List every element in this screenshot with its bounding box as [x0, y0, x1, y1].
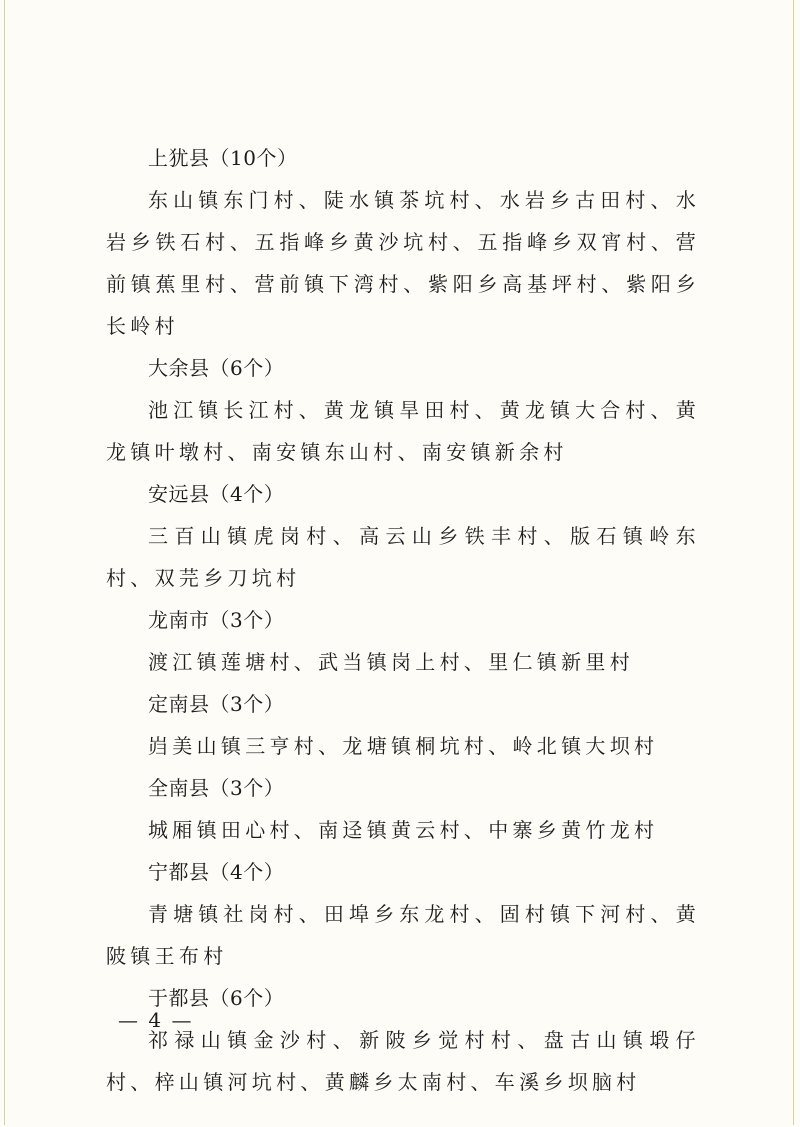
county-heading: 宁都县（4个）	[148, 860, 285, 884]
village-list: 渡江镇莲塘村、武当镇岗上村、里仁镇新里村	[148, 650, 634, 674]
county-heading: 上犹县（10个）	[148, 146, 298, 170]
village-list: 祁禄山镇金沙村、新陂乡觉村村、盘古山镇塅仔村、梓山镇河坑村、黄麟乡太南村、车溪乡坝脑村	[106, 1028, 700, 1094]
county-heading: 安远县（4个）	[148, 482, 285, 506]
village-list: 岿美山镇三亨村、龙塘镇桐坑村、岭北镇大坝村	[148, 734, 659, 758]
page-number: — 4 —	[118, 1008, 194, 1032]
county-section-longnan	[106, 599, 700, 683]
county-section-yudu	[106, 977, 700, 1103]
county-section-anyuan	[106, 473, 700, 599]
village-list: 青塘镇社岗村、田埠乡东龙村、固村镇下河村、黄陂镇王布村	[106, 902, 700, 968]
document-body	[106, 137, 700, 1103]
county-heading: 龙南市（3个）	[148, 608, 285, 632]
county-section-dayu	[106, 347, 700, 473]
county-heading: 定南县（3个）	[148, 692, 285, 716]
village-list: 三百山镇虎岗村、高云山乡铁丰村、版石镇岭东村、双芫乡刀坑村	[106, 524, 700, 590]
county-section-ningdu	[106, 851, 700, 977]
village-list: 东山镇东门村、陡水镇茶坑村、水岩乡古田村、水岩乡铁石村、五指峰乡黄沙坑村、五指峰乡双宵村、营前镇蕉里村、营前镇下湾村、紫阳乡高基坪村、紫阳乡长岭村	[106, 188, 700, 338]
county-heading: 全南县（3个）	[148, 776, 285, 800]
county-heading: 于都县（6个）	[148, 986, 285, 1010]
county-heading: 大余县（6个）	[148, 356, 285, 380]
county-section-dingnan	[106, 683, 700, 767]
village-list: 池江镇长江村、黄龙镇旱田村、黄龙镇大合村、黄龙镇叶墩村、南安镇东山村、南安镇新余村	[106, 398, 700, 464]
village-list: 城厢镇田心村、南迳镇黄云村、中寨乡黄竹龙村	[148, 818, 659, 842]
county-section-shangyou	[106, 137, 700, 347]
county-section-quannan	[106, 767, 700, 851]
